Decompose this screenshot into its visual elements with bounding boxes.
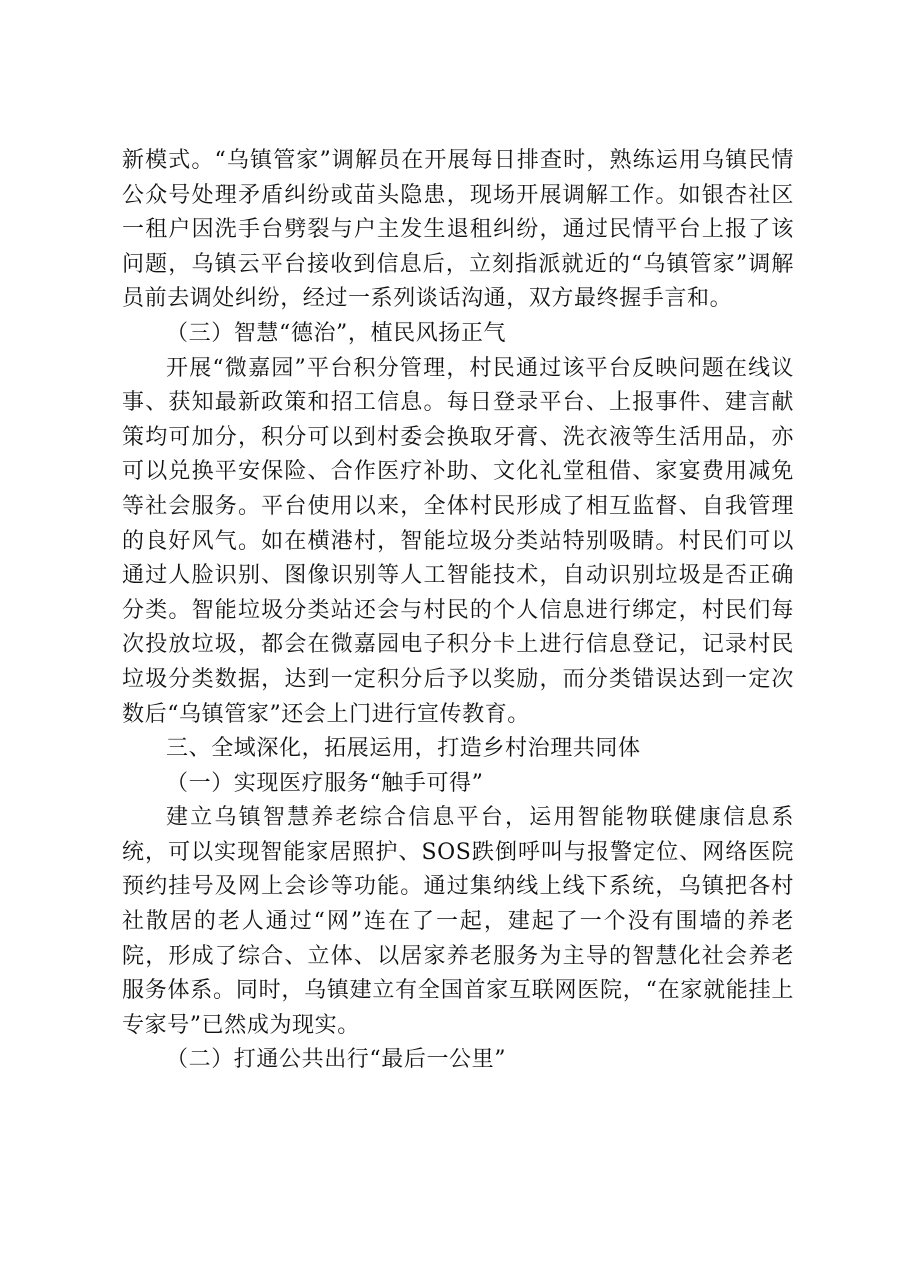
paragraph-weijiayuan-points: 开展“微嘉园”平台积分管理，村民通过该平台反映问题在线议事、获知最新政策和招工信息。每日登录平台、上报事件、建言献策均可加分，积分可以到村委会换取牙膏、洗衣液等生活用品，亦可以兑换平安保险、合作医疗补助、文化礼堂租借、家宴费用减免等社会服务。平台使用以来，全体村民形成了相互监督、自我管理的良好风气。如在横港村，智能垃圾分类站特别吸睛。村民们可以通过人脸识别、图像识别等人工智能技术，自动识别垃圾是否正确分类。智能垃圾分类站还会与村民的个人信息进行绑定，村民们每次投放垃圾，都会在微嘉园电子积分卡上进行信息登记，记录村民垃圾分类数据，达到一定积分后予以奖励，而分类错误达到一定次数后“乌镇管家”还会上门进行宣传教育。 bbox=[122, 355, 794, 727]
heading-public-transport: （二）打通公共出行“最后一公里” bbox=[166, 1047, 507, 1073]
heading-smart-moral-governance: （三）智慧“德治”，植民风扬正气 bbox=[166, 320, 507, 346]
document-page bbox=[122, 144, 794, 1078]
heading-section-three: 三、全域深化，拓展运用，打造乡村治理共同体 bbox=[166, 736, 641, 762]
heading-medical-services: （一）实现医疗服务“触手可得” bbox=[166, 770, 484, 796]
paragraph-smart-elderly-care: 建立乌镇智慧养老综合信息平台，运用智能物联健康信息系统，可以实现智能家居照护、SOS跌倒呼叫与报警定位、网络医院预约挂号及网上会诊等功能。通过集纳线上线下系统，乌镇把各村社散居的老人通过“网”连在了一起，建起了一个没有围墙的养老院，形成了综合、立体、以居家养老服务为主导的智慧化社会养老服务体系。同时，乌镇建立有全国首家互联网医院，“在家就能挂上专家号”已然成为现实。 bbox=[122, 805, 794, 1038]
paragraph-mediation-case: 新模式。“乌镇管家”调解员在开展每日排查时，熟练运用乌镇民情公众号处理矛盾纠纷或苗头隐患，现场开展调解工作。如银杏社区一租户因洗手台劈裂与户主发生退租纠纷，通过民情平台上报了该问题，乌镇云平台接收到信息后，立刻指派就近的“乌镇管家”调解员前去调处纠纷，经过一系列谈话沟通，双方最终握手言和。 bbox=[122, 148, 794, 312]
